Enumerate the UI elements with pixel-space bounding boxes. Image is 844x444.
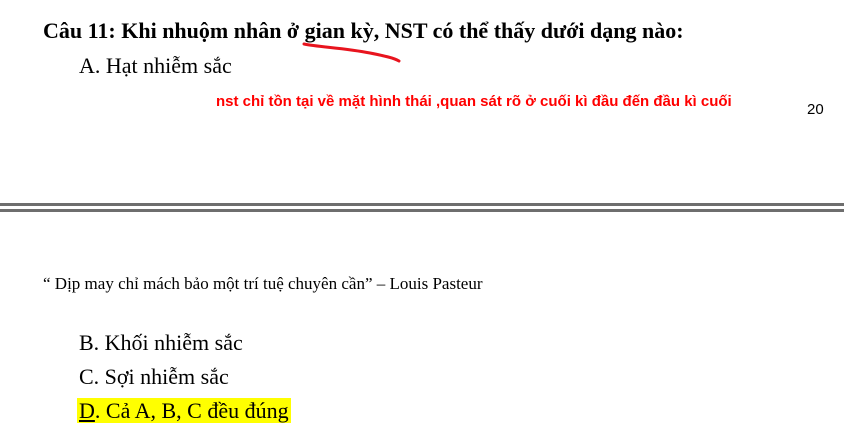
option-d-text: . Cả A, B, C đều đúng: [94, 398, 289, 423]
option-a: A. Hạt nhiễm sắc: [79, 53, 232, 78]
option-d: [77, 397, 291, 425]
separator-line-bottom: [0, 209, 844, 212]
option-b: B. Khối nhiễm sắc: [79, 330, 243, 355]
page-number: 20: [807, 101, 824, 118]
page-break-separator: [0, 203, 844, 213]
option-c: C. Sợi nhiễm sắc: [79, 364, 229, 389]
red-pen-stroke: [304, 44, 399, 61]
question-text: Câu 11: Khi nhuộm nhân ở gian kỳ, NST có thể thấy dưới dạng nào:: [43, 18, 684, 43]
footer-quote: “ Dịp may chỉ mách bảo một trí tuệ chuyên cần” – Louis Pasteur: [43, 274, 483, 293]
separator-line-top: [0, 203, 844, 206]
teacher-annotation: nst chỉ tồn tại về mặt hình thái ,quan sát rõ ở cuối kì đầu đến đầu kì cuối: [216, 93, 732, 110]
correct-answer-highlight: [77, 398, 291, 423]
option-d-letter: D: [79, 398, 95, 423]
